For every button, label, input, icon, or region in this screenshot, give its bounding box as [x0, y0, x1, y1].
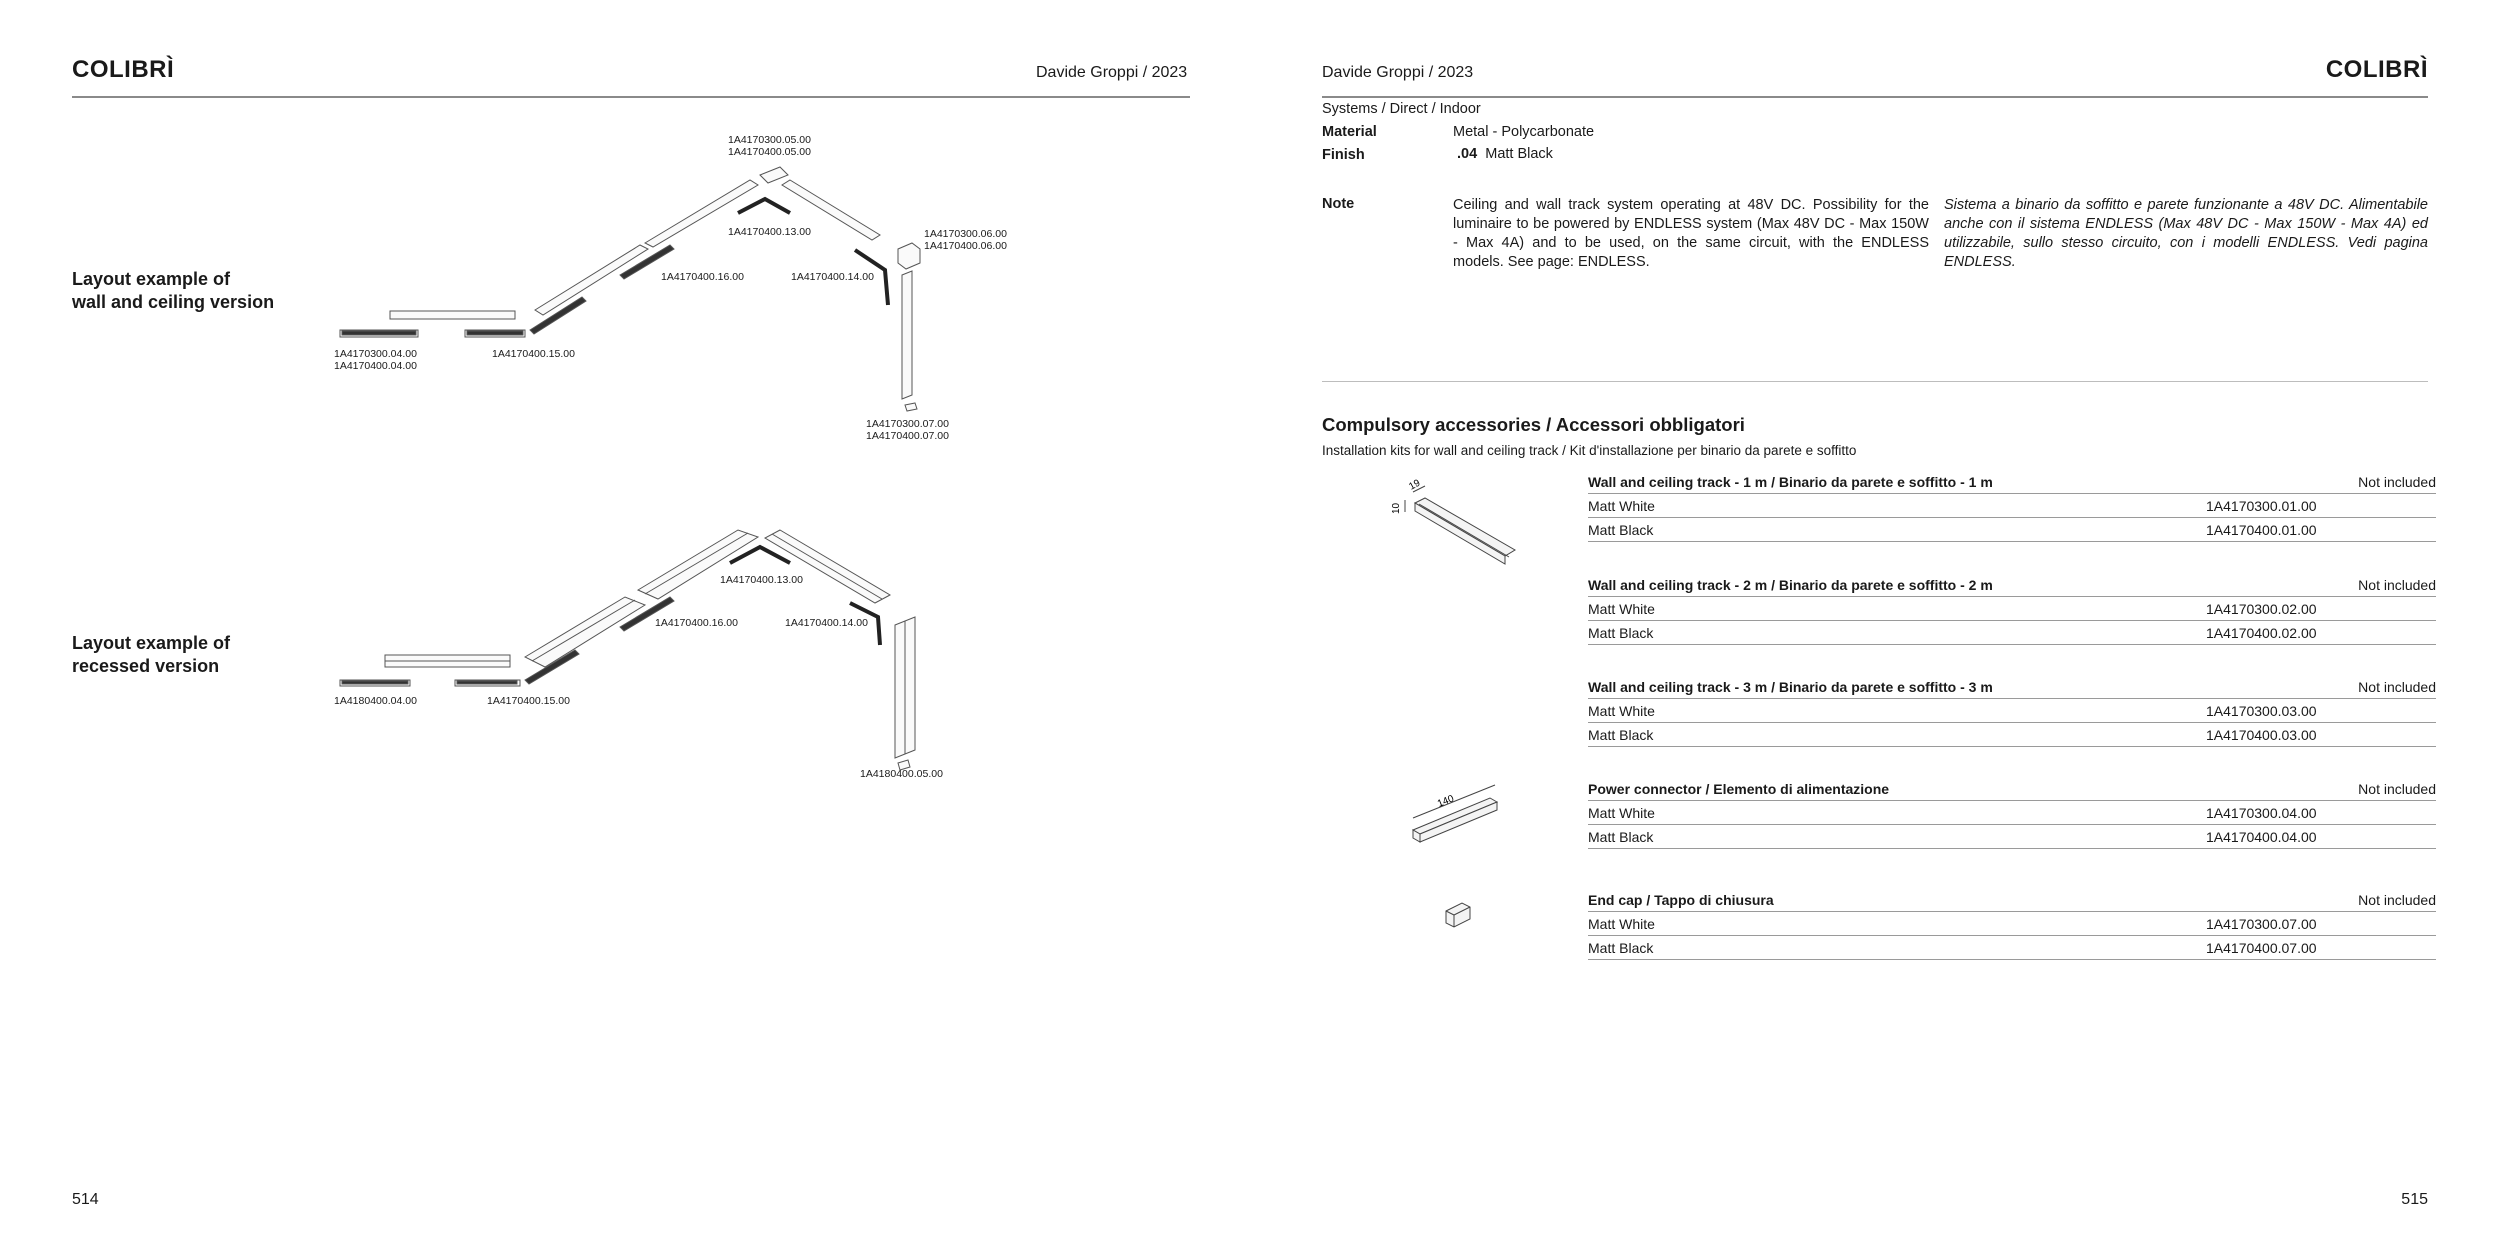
layout-recessed-title [72, 632, 332, 678]
accessory-finish: Matt White [1588, 916, 1655, 932]
accessory-status: Not included [2358, 892, 2436, 908]
code-bottom-cap-2: 1A4170400.07.00 [866, 430, 949, 442]
dim-height-label: 10 [1391, 502, 1402, 514]
code-corner-joint: 1A4170400.13.00 [728, 226, 811, 238]
page-number-left: 514 [72, 1191, 99, 1208]
accessory-finish: Matt Black [1588, 940, 1654, 956]
accessory-finish: Matt White [1588, 601, 1655, 617]
accessory-row [1588, 494, 2436, 518]
accessory-code: 1A4170400.07.00 [2206, 940, 2317, 956]
accessory-code: 1A4170300.01.00 [2206, 498, 2317, 514]
layout-wall-title-line2: wall and ceiling version [72, 292, 275, 312]
accessory-group-track-2m [1588, 573, 2436, 645]
code-left-end-2: 1A4170400.04.00 [334, 360, 417, 372]
accessory-finish: Matt White [1588, 498, 1655, 514]
recessed-corner-joint [730, 547, 790, 563]
accessory-group-header [1588, 470, 2436, 494]
recessed-code-bottom-cap: 1A4180400.05.00 [860, 768, 943, 780]
code-corner-top-1: 1A4170300.05.00 [728, 134, 811, 146]
brand-title-left: COLIBRÌ [72, 56, 175, 83]
corner-joint-piece [738, 199, 790, 213]
track-segment-1 [390, 311, 515, 319]
recessed-track-2-line [532, 600, 635, 661]
corner-top-piece [760, 167, 788, 183]
recessed-code-angle-joint: 1A4170400.14.00 [785, 617, 868, 629]
bottom-cap-piece [905, 403, 917, 411]
header-rule-right [1322, 96, 2428, 98]
accessories-title: Compulsory accessories / Accessori obbligatori [1322, 414, 1745, 435]
track-segment-2 [535, 245, 648, 315]
accessory-group-header [1588, 777, 2436, 801]
accessory-code: 1A4170300.04.00 [2206, 805, 2317, 821]
layout-recessed-drawing [320, 505, 1040, 795]
track-side [1415, 503, 1505, 564]
brand-title-right: COLIBRÌ [2325, 56, 2428, 83]
end-cap-body [1446, 903, 1470, 927]
accessory-name: Wall and ceiling track - 2 m / Binario da parete e soffitto - 2 m [1588, 577, 1993, 593]
recessed-code-left-end: 1A4180400.04.00 [334, 695, 417, 707]
material-value: Metal - Polycarbonate [1453, 124, 1595, 140]
track-body [1415, 498, 1515, 556]
finish-entry [1457, 143, 1553, 166]
track-product-image [1385, 478, 1525, 568]
accessory-row [1588, 936, 2436, 960]
accessory-name: Power connector / Elemento di alimentazione [1588, 781, 1890, 797]
accessory-code: 1A4170400.03.00 [2206, 727, 2317, 743]
code-linear-joint: 1A4170400.15.00 [492, 348, 575, 360]
code-right-box-1: 1A4170300.06.00 [924, 228, 1007, 240]
finish-label: Finish [1322, 147, 1365, 163]
code-corner-top-2: 1A4170400.05.00 [728, 146, 811, 158]
layout-recessed-title-line2: recessed version [72, 656, 220, 676]
accessory-code: 1A4170400.01.00 [2206, 522, 2317, 538]
section-divider [1322, 381, 2428, 382]
accessory-group-end-cap [1588, 888, 2436, 960]
dim-length-label: 140 [1436, 793, 1456, 810]
end-cap-image [1440, 895, 1480, 931]
right-box-piece [898, 243, 920, 269]
accessory-name: End cap / Tappo di chiusura [1588, 892, 1774, 908]
accessory-group-track-1m [1588, 470, 2436, 542]
finish-code: .04 [1457, 146, 1478, 162]
page-number-right: 515 [2401, 1191, 2428, 1208]
designer-credit-right: Davide Groppi / 2023 [1322, 64, 1474, 81]
code-left-end-1: 1A4170300.04.00 [334, 348, 417, 360]
designer-credit-left: Davide Groppi / 2023 [1036, 64, 1188, 81]
accessory-finish: Matt White [1588, 703, 1655, 719]
recessed-track-3 [638, 530, 758, 599]
accessory-name: Wall and ceiling track - 1 m / Binario da parete e soffitto - 1 m [1588, 474, 1993, 490]
accessory-code: 1A4170300.03.00 [2206, 703, 2317, 719]
category-path: Systems / Direct / Indoor [1322, 101, 1481, 117]
left-end-led [342, 331, 416, 335]
accessory-finish: Matt White [1588, 805, 1655, 821]
recessed-track-2 [525, 597, 645, 667]
accessory-group-header [1588, 888, 2436, 912]
accessory-finish: Matt Black [1588, 829, 1654, 845]
recessed-linear-joint-led [457, 681, 517, 684]
accessory-code: 1A4170300.02.00 [2206, 601, 2317, 617]
accessory-row [1588, 801, 2436, 825]
accessory-group-header [1588, 675, 2436, 699]
accessory-code: 1A4170300.07.00 [2206, 916, 2317, 932]
accessory-row [1588, 699, 2436, 723]
code-bottom-cap-1: 1A4170300.07.00 [866, 418, 949, 430]
accessory-row [1588, 518, 2436, 542]
header-rule-left [72, 96, 1190, 98]
accessory-row [1588, 621, 2436, 645]
dim-width-label: 19 [1407, 478, 1423, 493]
recessed-code-corner-joint: 1A4170400.13.00 [720, 574, 803, 586]
accessory-finish: Matt Black [1588, 625, 1654, 641]
accessory-group-track-3m [1588, 675, 2436, 747]
accessory-code: 1A4170400.04.00 [2206, 829, 2317, 845]
layout-recessed-title-line1: Layout example of [72, 633, 231, 653]
recessed-code-linear-joint: 1A4170400.15.00 [487, 695, 570, 707]
layout-wall-title [72, 268, 332, 314]
layout-wall-drawing [320, 125, 1040, 455]
recessed-code-straight-joint: 1A4170400.16.00 [655, 617, 738, 629]
accessory-status: Not included [2358, 577, 2436, 593]
code-straight-joint: 1A4170400.16.00 [661, 271, 744, 283]
track-groove [1419, 504, 1509, 557]
code-right-box-2: 1A4170400.06.00 [924, 240, 1007, 252]
note-italian: Sistema a binario da soffitto e parete funzionante a 48V DC. Alimentabile anche con il sistema ENDLESS (Max 48V DC - Max 150W - Max 4A) ed utilizzabile, sullo stesso circuito, con i modelli ENDLESS. Vedi pagina ENDLESS. [1944, 197, 2428, 270]
layout-wall-title-line1: Layout example of [72, 269, 231, 289]
accessory-status: Not included [2358, 474, 2436, 490]
track-segment-vertical [902, 271, 912, 399]
accessory-status: Not included [2358, 679, 2436, 695]
material-label: Material [1322, 124, 1377, 140]
accessory-row [1588, 597, 2436, 621]
accessory-row [1588, 912, 2436, 936]
accessories-subtitle: Installation kits for wall and ceiling track / Kit d'installazione per binario da parete e soffitto [1322, 443, 1857, 458]
note-english: Ceiling and wall track system operating at 48V DC. Possibility for the luminaire to be powered by ENDLESS system (Max 48V DC - Max 150W - Max 4A) and to be used, on the same circuit, with the ENDLESS models. See page: ENDLESS. [1453, 197, 1929, 270]
accessory-finish: Matt Black [1588, 522, 1654, 538]
accessory-code: 1A4170400.02.00 [2206, 625, 2317, 641]
power-connector-image [1405, 780, 1515, 860]
accessory-name: Wall and ceiling track - 3 m / Binario da parete e soffitto - 3 m [1588, 679, 1993, 695]
recessed-left-end-led [342, 681, 408, 684]
recessed-track-4-line [772, 534, 882, 599]
note-label: Note [1322, 196, 1355, 212]
accessory-row [1588, 723, 2436, 747]
finish-value: Matt Black [1485, 146, 1553, 162]
accessory-group-power-connector [1588, 777, 2436, 849]
code-angle-joint: 1A4170400.14.00 [791, 271, 874, 283]
accessory-status: Not included [2358, 781, 2436, 797]
accessory-finish: Matt Black [1588, 727, 1654, 743]
linear-joint-led [467, 331, 523, 335]
accessory-group-header [1588, 573, 2436, 597]
accessory-row [1588, 825, 2436, 849]
